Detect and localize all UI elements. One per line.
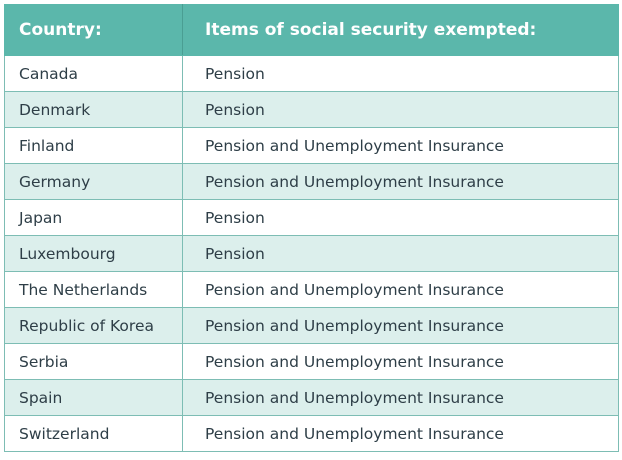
items-cell: Pension [183, 236, 619, 272]
social-security-table-container [4, 4, 618, 452]
items-cell: Pension and Unemployment Insurance [183, 344, 619, 380]
table-row [5, 272, 619, 308]
table-row [5, 92, 619, 128]
country-cell: Finland [5, 128, 183, 164]
table-row [5, 308, 619, 344]
country-cell: Switzerland [5, 416, 183, 452]
header-items-exempted: Items of social security exempted: [183, 5, 619, 56]
country-cell: Germany [5, 164, 183, 200]
table-row [5, 164, 619, 200]
country-cell: Serbia [5, 344, 183, 380]
items-cell: Pension [183, 200, 619, 236]
country-cell: Canada [5, 56, 183, 92]
country-cell: Spain [5, 380, 183, 416]
items-cell: Pension and Unemployment Insurance [183, 272, 619, 308]
table-row [5, 128, 619, 164]
table-row [5, 56, 619, 92]
items-cell: Pension and Unemployment Insurance [183, 128, 619, 164]
items-cell: Pension and Unemployment Insurance [183, 380, 619, 416]
header-country: Country: [5, 5, 183, 56]
table-row [5, 200, 619, 236]
country-cell: Denmark [5, 92, 183, 128]
table-row [5, 236, 619, 272]
country-cell: Luxembourg [5, 236, 183, 272]
items-cell: Pension and Unemployment Insurance [183, 164, 619, 200]
country-cell: The Netherlands [5, 272, 183, 308]
items-cell: Pension [183, 56, 619, 92]
table-row [5, 380, 619, 416]
table-row [5, 416, 619, 452]
header-row [5, 5, 619, 56]
table-header [5, 5, 619, 56]
country-cell: Japan [5, 200, 183, 236]
social-security-table [4, 4, 619, 452]
items-cell: Pension [183, 92, 619, 128]
table-row [5, 344, 619, 380]
table-body [5, 56, 619, 452]
items-cell: Pension and Unemployment Insurance [183, 308, 619, 344]
country-cell: Republic of Korea [5, 308, 183, 344]
items-cell: Pension and Unemployment Insurance [183, 416, 619, 452]
